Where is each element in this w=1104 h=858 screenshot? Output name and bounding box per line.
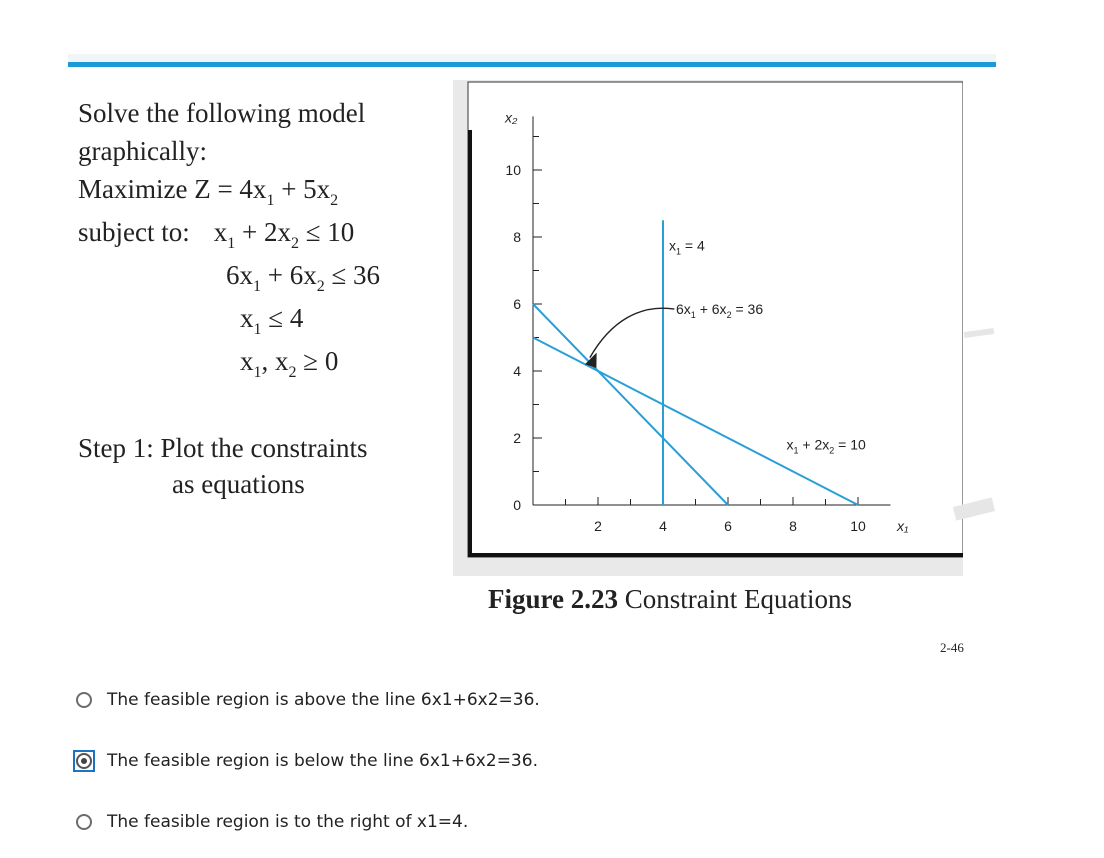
- chart-shadow-bottom: [468, 553, 963, 557]
- y-tick-label: 2: [513, 430, 521, 446]
- radio-focus-ring: [73, 750, 95, 772]
- option-label: The feasible region is above the line 6x1+6x2=36.: [107, 690, 540, 710]
- radio-button-selected[interactable]: [76, 753, 92, 769]
- slide-number: 2-46: [940, 640, 964, 655]
- step-line-1: Step 1: Plot the constraints: [78, 433, 368, 463]
- constraint-3: $x_1 \le 4$: [240, 303, 304, 338]
- objective-function: Maximize $Z = 4x_1 + 5x_2$: [78, 174, 339, 209]
- y-tick-label: 0: [513, 497, 521, 513]
- x-tick-label: 8: [789, 518, 797, 534]
- step-text: [78, 430, 368, 502]
- y-axis-label: x₂: [505, 109, 518, 126]
- constraint-chart: [453, 80, 963, 576]
- subject-to-label: subject to:: [78, 217, 190, 247]
- x-tick-label: 10: [850, 518, 866, 534]
- y-tick-label: 10: [505, 162, 521, 178]
- constraint-1: subject to: $x_1 + 2x_2 \le 10$: [78, 217, 355, 252]
- figure-caption: Figure 2.23 Constraint Equations: [488, 584, 852, 614]
- x-tick-label: 2: [594, 518, 602, 534]
- problem-statement: [78, 94, 380, 385]
- y-tick-label: 4: [513, 363, 521, 379]
- chart-frame: [468, 82, 963, 557]
- x-tick-label: 4: [659, 518, 667, 534]
- label-6x1-6x2-36: $6x_1 + 6x_2 = 36$: [676, 301, 764, 321]
- constraint-4: $x_1$, $x_2 \ge 0$: [240, 346, 339, 381]
- radio-button[interactable]: [76, 692, 92, 708]
- step-line-2: as equations: [172, 469, 305, 499]
- option-below[interactable]: [76, 749, 538, 773]
- chart-shadow-left: [468, 130, 472, 557]
- label-x1-2x2-10: $x_1 + 2x_2 = 10$: [786, 436, 866, 456]
- y-tick-label: 8: [513, 229, 521, 245]
- slide-image: [68, 52, 996, 655]
- option-label: The feasible region is below the line 6x1+6x2=36.: [107, 751, 538, 771]
- y-tick-label: 6: [513, 296, 521, 312]
- model-line-1: Solve the following model: [78, 98, 366, 128]
- option-label: The feasible region is to the right of x1=4.: [107, 812, 469, 832]
- slide-header-band: [68, 54, 996, 62]
- constraint-2: $6x_1 + 6x_2 \le 36$: [226, 260, 381, 295]
- model-line-2: graphically:: [78, 136, 207, 166]
- x-axis-label: x₁: [897, 518, 909, 534]
- option-above[interactable]: [76, 688, 540, 712]
- x-tick-label: 6: [724, 518, 732, 534]
- label-x1-eq-4: $x_1 = 4$: [669, 237, 705, 257]
- slide-header-line: [68, 62, 996, 67]
- radio-button[interactable]: [76, 814, 92, 830]
- option-right-of-x1[interactable]: [76, 810, 468, 834]
- figure-panel: [453, 80, 963, 576]
